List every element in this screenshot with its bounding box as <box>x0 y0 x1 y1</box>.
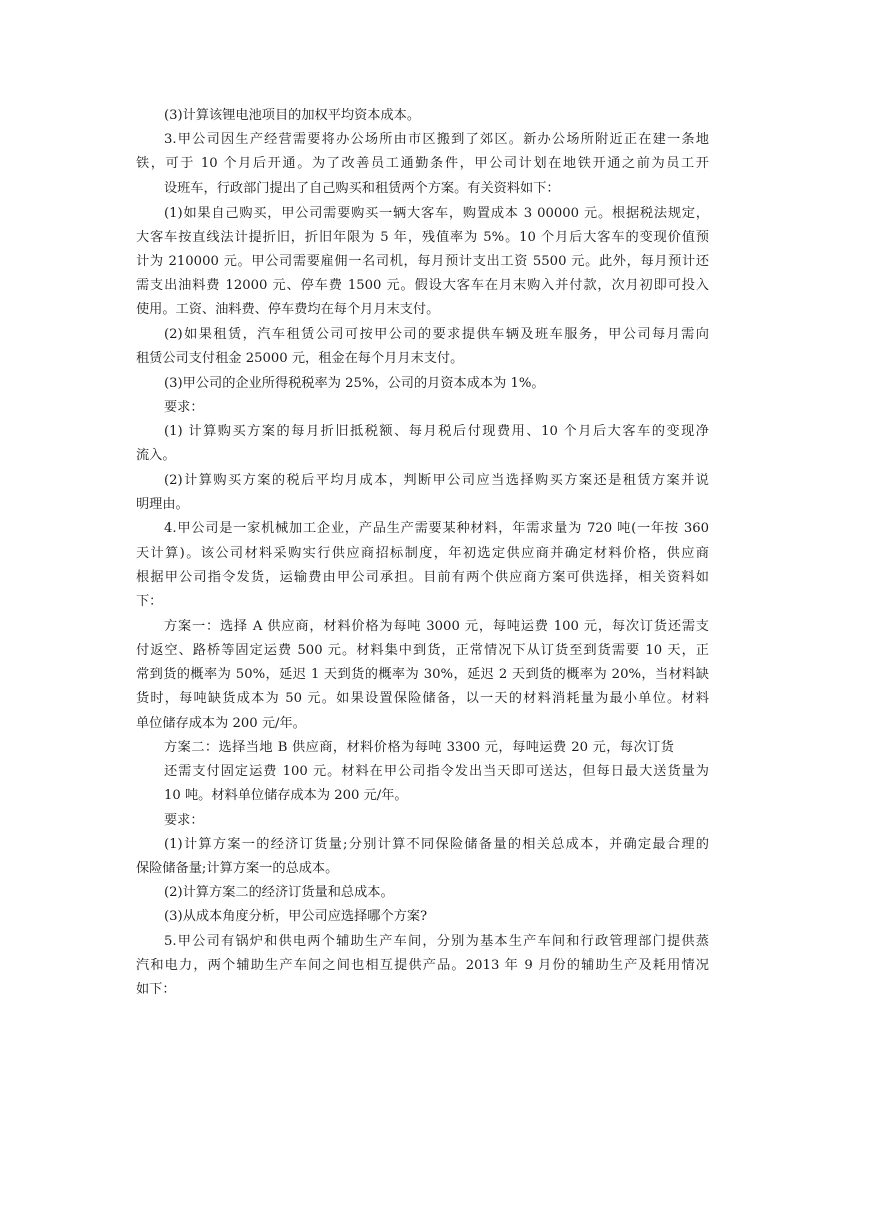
text-line: (2)如果租赁，汽车租赁公司可按甲公司的要求提供车辆及班车服务，甲公司每月需向 <box>164 327 709 342</box>
text-line: 使用。工资、油料费、停车费均在每个月月末支付。 <box>136 302 440 317</box>
text-line: 要求： <box>164 813 204 828</box>
text-line: (2)计算购买方案的税后平均月成本，判断甲公司应当选择购买方案还是租赁方案并说 <box>164 473 709 488</box>
text-line: 明理由。 <box>136 497 189 512</box>
text-line: 铁，可于 10 个月后开通。为了改善员工通勤条件，甲公司计划在地铁开通之前为员工开 <box>136 156 709 171</box>
text-line: 付返空、路桥等固定运费 500 元。材料集中到货，正常情况下从订货至到货需要 10 天，正 <box>136 643 709 658</box>
text-line: (1)如果自己购买，甲公司需要购买一辆大客车，购置成本 3 00000 元。根据税法规定， <box>164 206 709 221</box>
text-line: 设班车，行政部门提出了自己购买和租赁两个方案。有关资料如下： <box>164 181 560 196</box>
text-line: 5.甲公司有锅炉和供电两个辅助生产车间，分别为基本生产车间和行政管理部门提供蒸 <box>164 934 709 949</box>
text-line: 还需支付固定运费 100 元。材料在甲公司指令发出当天即可送达，但每日最大送货量为 <box>164 764 709 779</box>
text-line: 大客车按直线法计提折旧，折旧年限为 5 年，残值率为 5%。10 个月后大客车的变现价值预 <box>136 230 709 245</box>
text-line: 下： <box>136 594 163 609</box>
text-line: (3)从成本角度分析，甲公司应选择哪个方案? <box>164 909 428 924</box>
text-line: 方案二：选择当地 B 供应商，材料价格为每吨 3300 元，每吨运费 20 元，每次订货 <box>164 740 674 755</box>
text-line: 如下： <box>136 982 176 997</box>
text-line: (1) 计算购买方案的每月折旧抵税额、每月税后付现费用、10 个月后大客车的变现净 <box>164 424 709 439</box>
text-line: 货时，每吨缺货成本为 50 元。如果设置保险储备，以一天的材料消耗量为最小单位。材料 <box>136 691 709 706</box>
text-line: 单位储存成本为 200 元/年。 <box>136 716 306 731</box>
text-line: 计为 210000 元。甲公司需要雇佣一名司机，每月预计支出工资 5500 元。此外，每月预计还 <box>136 254 709 269</box>
text-line: (2)计算方案二的经济订货量和总成本。 <box>164 885 394 900</box>
text-line: 3.甲公司因生产经营需要将办公场所由市区搬到了郊区。新办公场所附近正在建一条地 <box>164 132 709 147</box>
text-line: 根据甲公司指令发货，运输费由甲公司承担。目前有两个供应商方案可供选择，相关资料如 <box>136 570 709 585</box>
text-line: 4.甲公司是一家机械加工企业，产品生产需要某种材料，年需求量为 720 吨(一年按 360 <box>164 521 709 536</box>
text-line: 方案一：选择 A 供应商，材料价格为每吨 3000 元，每吨运费 100 元，每次订货还需支 <box>164 619 709 634</box>
text-line: 汽和电力，两个辅助生产车间之间也相互提供产品。2013 年 9 月份的辅助生产及耗用情况 <box>136 958 709 973</box>
text-line: 需支出油料费 12000 元、停车费 1500 元。假设大客车在月末购入并付款，次月初即可投入 <box>136 278 709 293</box>
text-line: (1)计算方案一的经济订货量;分别计算不同保险储备量的相关总成本，并确定最合理的 <box>164 837 709 852</box>
text-line: 流入。 <box>136 448 176 463</box>
text-line: 租赁公司支付租金 25000 元，租金在每个月月末支付。 <box>136 351 464 366</box>
text-line: 要求： <box>164 400 204 415</box>
text-line: 常到货的概率为 50%，延迟 1 天到货的概率为 30%，延迟 2 天到货的概率为 20%，当材料缺 <box>136 667 709 682</box>
text-line: 天计算)。该公司材料采购实行供应商招标制度，年初选定供应商并确定材料价格，供应商 <box>136 546 709 561</box>
text-line: (3)甲公司的企业所得税税率为 25%，公司的月资本成本为 1%。 <box>164 376 545 391</box>
text-line: 保险储备量;计算方案一的总成本。 <box>136 861 339 876</box>
text-line: (3)计算该锂电池项目的加权平均资本成本。 <box>164 108 421 123</box>
text-line: 10 吨。材料单位储存成本为 200 元/年。 <box>164 788 408 803</box>
